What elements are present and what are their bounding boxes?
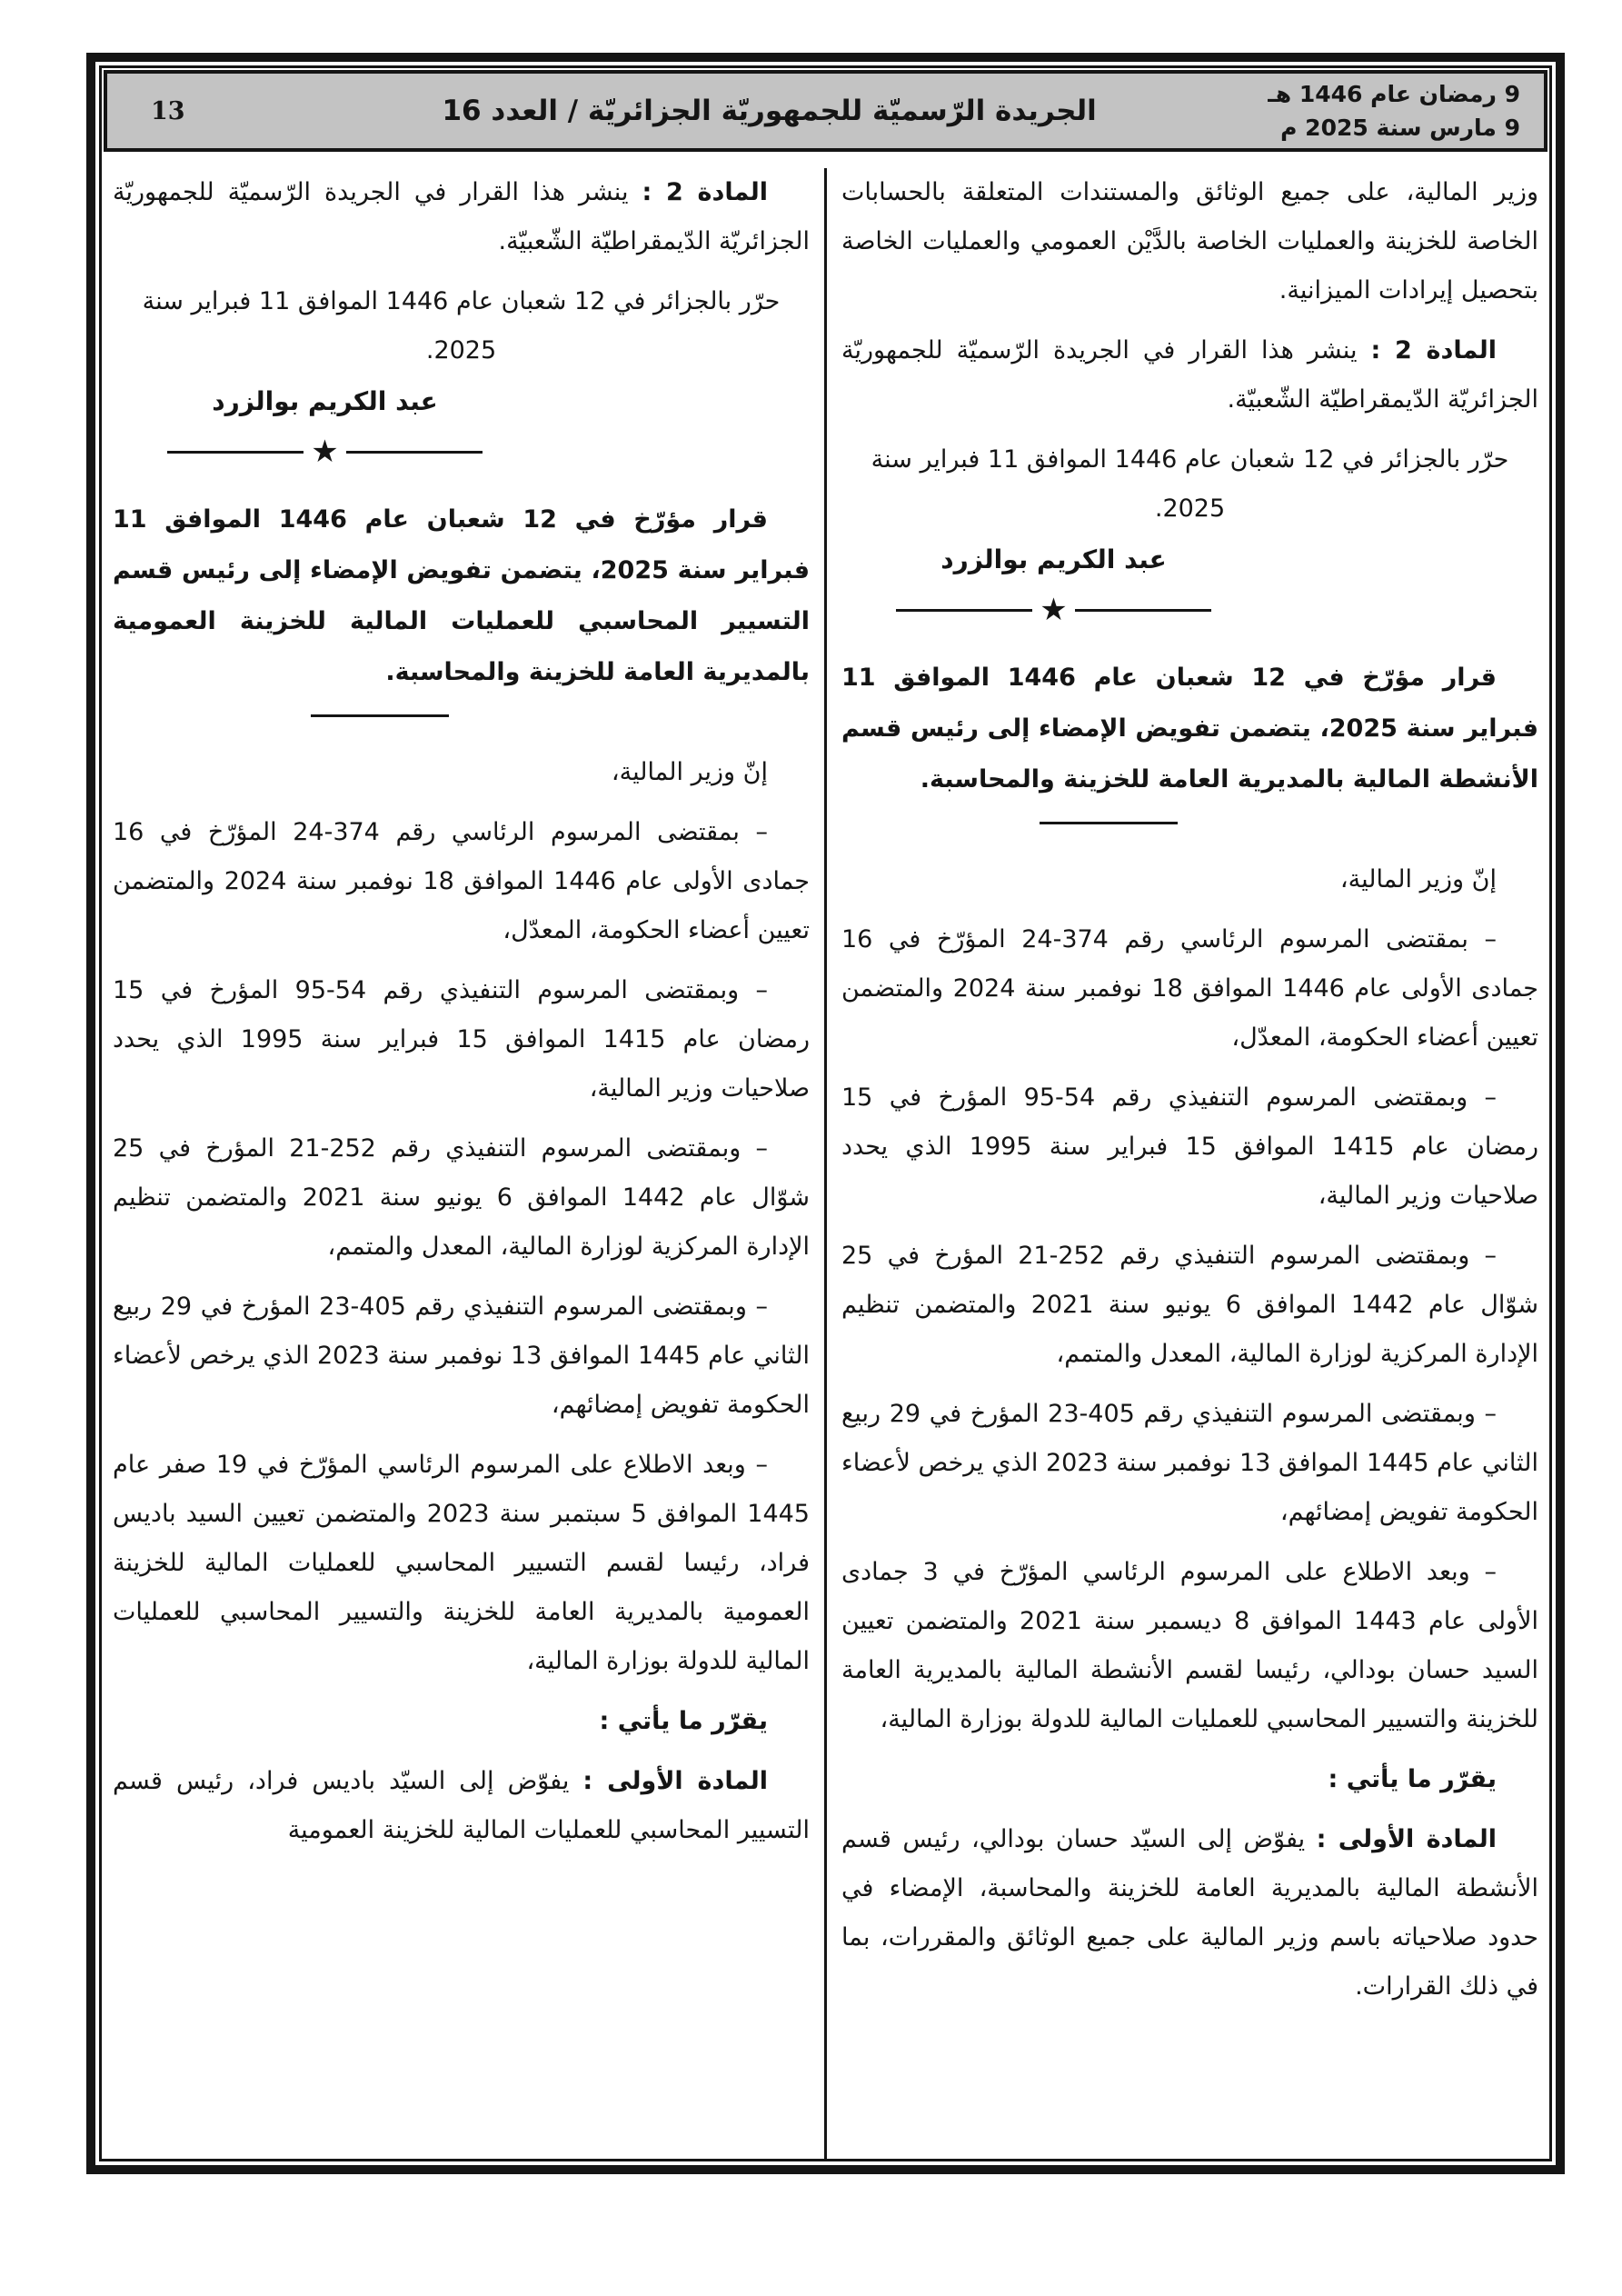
decree-title: قرار مؤرّخ في 12 شعبان عام 1446 الموافق 11 فبراير سنة 2025، يتضمن تفويض الإمضاء إلى رئيس قسم الأنشطة المالية بالمديرية العامة للخزينة والمحاسبة. bbox=[841, 664, 1538, 794]
signature: عبد الكريم بوالزرد bbox=[212, 386, 438, 416]
article-1-label: المادة الأولى : bbox=[1316, 1825, 1497, 1853]
article-2-paragraph bbox=[841, 326, 1538, 424]
article-1-paragraph bbox=[841, 1815, 1538, 2011]
star-icon: ★ bbox=[311, 434, 339, 470]
right-column bbox=[841, 168, 1538, 2159]
column-divider bbox=[824, 168, 827, 2159]
minister-intro: إنّ وزير المالية، bbox=[1339, 865, 1497, 893]
separator-rule bbox=[896, 609, 1032, 612]
header-band bbox=[104, 70, 1547, 152]
issued-line: حرّر بالجزائر في 12 شعبان عام 1446 الموافق 11 فبراير سنة 2025. bbox=[142, 287, 781, 364]
star-separator bbox=[841, 592, 1402, 628]
article-1-text: يفوّض إلى السيّد باديس فراد، رئيس قسم التسيير المحاسبي للعمليات المالية للخزينة العمومية bbox=[113, 1767, 810, 1844]
visa-paragraph: – وبمقتضى المرسوم التنفيذي رقم 252-21 المؤرخ في 25 شوّال عام 1442 الموافق 6 يونيو سنة 2021 والمتضمن تنظيم الإدارة المركزية لوزارة المالية، المعدل والمتمم، bbox=[113, 1134, 810, 1261]
section-separator bbox=[311, 714, 449, 717]
journal-title: الجريدة الرّسميّة للجمهوريّة الجزائريّة / العدد 16 bbox=[442, 95, 1097, 127]
article-1-text: يفوّض إلى السيّد حسان بودالي، رئيس قسم الأنشطة المالية بالمديرية العامة للخزينة والمحاسبة، الإمضاء في حدود صلاحياته باسم وزير المالية على جميع الوثائق والمقررات، بما في ذلك القرارات. bbox=[841, 1825, 1538, 2001]
visa-paragraph: – وبمقتضى المرسوم التنفيذي رقم 54-95 المؤرخ في 15 رمضان عام 1415 الموافق 15 فبراير سنة 1995 الذي يحدد صلاحيات وزير المالية، bbox=[113, 976, 810, 1103]
section-separator bbox=[1040, 822, 1178, 824]
decree-title: قرار مؤرّخ في 12 شعبان عام 1446 الموافق 11 فبراير سنة 2025، يتضمن تفويض الإمضاء إلى رئيس قسم التسيير المحاسبي للعمليات المالية للخزينة العمومية بالمديرية العامة للخزينة والمحاسبة. bbox=[113, 505, 810, 686]
article-2-label: المادة 2 : bbox=[1370, 336, 1497, 364]
review-paragraph: – وبعد الاطلاع على المرسوم الرئاسي المؤرّخ في 3 جمادى الأولى عام 1443 الموافق 8 ديسمبر سنة 2021 والمتضمن تعيين السيد حسان بودالي، رئيسا لقسم الأنشطة المالية بالمديرية العامة للخزينة والتسيير المحاسبي للعمليات المالية للدولة بوزارة المالية، bbox=[841, 1558, 1538, 1733]
visa-paragraph: – وبمقتضى المرسوم التنفيذي رقم 405-23 المؤرخ في 29 ربيع الثاني عام 1445 الموافق 13 نوفمبر سنة 2023 الذي يرخص لأعضاء الحكومة تفويض إمضائهم، bbox=[841, 1400, 1538, 1526]
page-frame-inner bbox=[99, 65, 1552, 2161]
article-2-text: ينشر هذا القرار في الجريدة الرّسميّة للجمهوريّة الجزائريّة الدّيمقراطيّة الشّعبيّة. bbox=[841, 336, 1538, 414]
decides-line: يقرّر ما يأتي : bbox=[1328, 1765, 1497, 1793]
gregorian-date: 9 مارس سنة 2025 م bbox=[1280, 115, 1520, 141]
visa-paragraph: – بمقتضى المرسوم الرئاسي رقم 374-24 المؤرّخ في 16 جمادى الأولى عام 1446 الموافق 18 نوفمبر سنة 2024 والمتضمن تعيين أعضاء الحكومة، المعدّل، bbox=[113, 818, 810, 944]
issued-line: حرّر بالجزائر في 12 شعبان عام 1446 الموافق 11 فبراير سنة 2025. bbox=[871, 445, 1509, 523]
page-number: 13 bbox=[151, 96, 185, 125]
article-2-label: المادة 2 : bbox=[642, 178, 768, 206]
visa-paragraph: – وبمقتضى المرسوم التنفيذي رقم 54-95 المؤرخ في 15 رمضان عام 1415 الموافق 15 فبراير سنة 1995 الذي يحدد صلاحيات وزير المالية، bbox=[841, 1083, 1538, 1210]
review-paragraph: – وبعد الاطلاع على المرسوم الرئاسي المؤرّخ في 19 صفر عام 1445 الموافق 5 سبتمبر سنة 2023 والمتضمن تعيين السيد باديس فراد، رئيسا لقسم التسيير المحاسبي للعمليات المالية للخزينة العمومية بالمديرية العامة للخزينة والتسيير المحاسبي للعمليات المالية للدولة بوزارة المالية، bbox=[113, 1451, 810, 1675]
visa-paragraph: – وبمقتضى المرسوم التنفيذي رقم 405-23 المؤرخ في 29 ربيع الثاني عام 1445 الموافق 13 نوفمبر سنة 2023 الذي يرخص لأعضاء الحكومة تفويض إمضائهم، bbox=[113, 1293, 810, 1419]
visa-paragraph: – بمقتضى المرسوم الرئاسي رقم 374-24 المؤرّخ في 16 جمادى الأولى عام 1446 الموافق 18 نوفمبر سنة 2024 والمتضمن تعيين أعضاء الحكومة، المعدّل، bbox=[841, 925, 1538, 1052]
left-column bbox=[113, 168, 810, 2159]
page-frame bbox=[86, 53, 1565, 2174]
separator-rule bbox=[346, 451, 483, 454]
article-2-text: ينشر هذا القرار في الجريدة الرّسميّة للجمهوريّة الجزائريّة الدّيمقراطيّة الشّعبيّة. bbox=[113, 178, 810, 255]
page-content bbox=[102, 154, 1549, 2159]
minister-intro: إنّ وزير المالية، bbox=[611, 758, 768, 786]
article-1-paragraph bbox=[113, 1757, 810, 1855]
visa-paragraph: – وبمقتضى المرسوم التنفيذي رقم 252-21 المؤرخ في 25 شوّال عام 1442 الموافق 6 يونيو سنة 2021 والمتضمن تنظيم الإدارة المركزية لوزارة المالية، المعدل والمتمم، bbox=[841, 1242, 1538, 1368]
separator-rule bbox=[167, 451, 304, 454]
star-icon: ★ bbox=[1040, 592, 1068, 628]
decides-line: يقرّر ما يأتي : bbox=[599, 1707, 768, 1735]
continuation-paragraph: وزير المالية، على جميع الوثائق والمستندات المتعلقة بالحسابات الخاصة للخزينة والعمليات الخاصة بالدَّيْن العمومي والعمليات الخاصة بتحصيل إيرادات الميزانية. bbox=[841, 178, 1538, 304]
article-1-label: المادة الأولى : bbox=[582, 1767, 768, 1795]
star-separator bbox=[113, 434, 673, 470]
article-2-paragraph bbox=[113, 168, 810, 266]
signature: عبد الكريم بوالزرد bbox=[940, 544, 1167, 574]
header-dates bbox=[1268, 77, 1544, 145]
separator-rule bbox=[1075, 609, 1211, 612]
hijri-date: 9 رمضان عام 1446 هـ bbox=[1268, 81, 1520, 107]
